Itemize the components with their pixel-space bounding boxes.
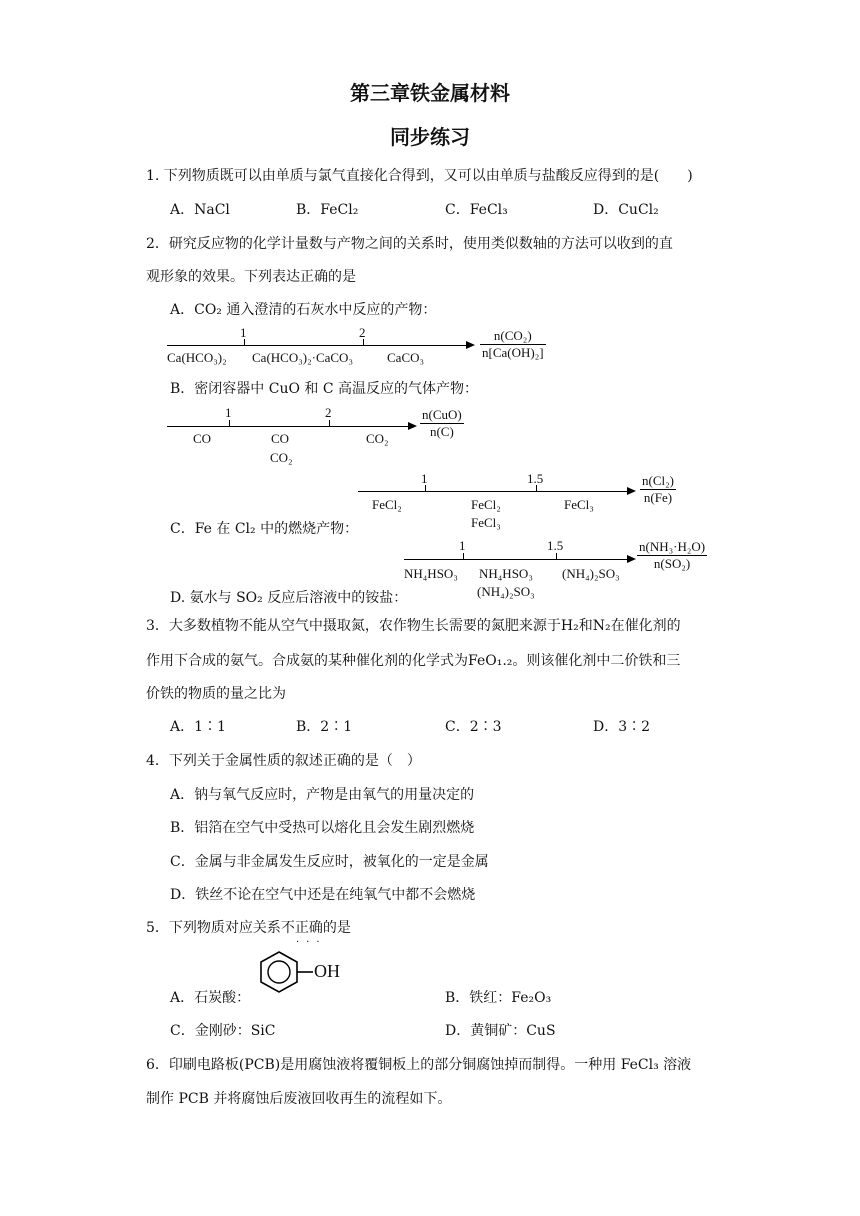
- q4-stem: 4．下列关于金属性质的叙述正确的是（ ）: [146, 753, 421, 769]
- q1-option-d: D．CuCl₂: [593, 202, 659, 218]
- q2-option-b-text: B．密闭容器中 CuO 和 C 高温反应的气体产物：: [170, 381, 479, 397]
- axis-d-ratio: [637, 539, 707, 572]
- axis-a-label-3: CaCO₃: [387, 350, 425, 365]
- q2-option-d-text: D. 氨水与 SO₂ 反应后溶液中的铵盐：: [170, 590, 408, 606]
- q1-option-a: A．NaCl: [170, 202, 230, 218]
- emphasis-dots: ···: [296, 937, 327, 948]
- q5-stem: 5．下列物质对应关系不正确的是: [146, 920, 351, 936]
- q4-option-c: C．金属与非金属发生反应时，被氧化的一定是金属: [170, 854, 489, 870]
- axis-a-label-2: Ca(HCO₃)₂·CaCO₃: [252, 350, 353, 365]
- q5-option-a: A．石炭酸：: [170, 990, 251, 1006]
- q6-stem-line1: 6．印刷电路板(PCB)是用腐蚀液将覆铜板上的部分铜腐蚀掉而制得。一种用 FeCl₃ 溶液: [146, 1057, 692, 1073]
- axis-d-label-2: NH₄HSO₃: [479, 566, 533, 581]
- axis-b-ratio-num: n(CuO): [422, 407, 462, 422]
- q4-option-d: D．铁丝不论在空气中还是在纯氧气中都不会燃烧: [170, 887, 476, 903]
- axis-a-ratio: [480, 328, 546, 361]
- axis-d-tick-2: 1.5: [547, 538, 564, 553]
- axis-c-ratio-den: n(Fe): [643, 490, 673, 505]
- axis-d-label-4: (NH₄)₂SO₃: [562, 566, 620, 581]
- q2-stem-line2: 观形象的效果。下列表达正确的是: [146, 269, 356, 285]
- axis-b-ratio-den: n(C): [429, 424, 454, 439]
- q3-option-d: D．3∶2: [593, 719, 651, 735]
- axis-d-ratio-num: n(NH₃·H₂O): [639, 539, 706, 554]
- axis-d-tick-1: 1: [459, 538, 466, 553]
- axis-c-label-3: FeCl₃: [471, 515, 501, 530]
- axis-a-ratio-den: n[Ca(OH)₂]: [482, 345, 544, 360]
- axis-a-ratio-num: n(CO₂): [480, 328, 546, 345]
- q3-stem-line3: 价铁的物质的量之比为: [146, 686, 286, 702]
- q1-option-c: C．FeCl₃: [445, 202, 508, 218]
- axis-c-tick-1: 1: [421, 471, 428, 486]
- axis-c-ratio: [640, 473, 676, 506]
- q4-option-a: A．钠与氧气反应时，产物是由氧气的用量决定的: [170, 787, 475, 803]
- q4-option-b: B．铝箔在空气中受热可以熔化且会发生剧烈燃烧: [170, 820, 475, 836]
- q1-stem: 1. 下列物质既可以由单质与氯气直接化合得到，又可以由单质与盐酸反应得到的是( ): [146, 168, 693, 184]
- axis-a-tick-2: 2: [359, 325, 366, 340]
- q3-option-a: A．1∶1: [170, 719, 226, 735]
- q1-option-b: B．FeCl₂: [296, 202, 359, 218]
- axis-d-label-1: NH₄HSO₃: [404, 566, 458, 581]
- axis-b-label-4: CO₂: [366, 431, 389, 446]
- axis-c-label-2: FeCl₂: [471, 497, 501, 512]
- axis-b-label-3: CO₂: [270, 450, 293, 465]
- axis-a-label-1: Ca(HCO₃)₂: [167, 350, 227, 365]
- q2-option-a-text: A．CO₂ 通入澄清的石灰水中反应的产物：: [170, 302, 437, 318]
- q2-stem-line1: 2．研究反应物的化学计量数与产物之间的关系时，使用类似数轴的方法可以收到的直: [146, 236, 673, 252]
- q5-option-b: B．铁红：Fe₂O₃: [445, 990, 552, 1006]
- q3-option-c: C．2∶3: [445, 719, 502, 735]
- q5-option-d: D．黄铜矿：CuS: [445, 1023, 556, 1039]
- axis-d-label-3: (NH₄)₂SO₃: [477, 584, 535, 599]
- page-title: 第三章铁金属材料: [350, 81, 510, 105]
- axis-c-label-1: FeCl₂: [372, 497, 402, 512]
- q6-stem-line2: 制作 PCB 并将腐蚀后废液回收再生的流程如下。: [146, 1091, 452, 1107]
- axis-d-ratio-den: n(SO₂): [653, 556, 691, 571]
- q2-option-c-text: C．Fe 在 Cl₂ 中的燃烧产物：: [170, 521, 359, 537]
- axis-b-ratio: [420, 407, 464, 440]
- axis-b-label-1: CO: [193, 431, 212, 446]
- axis-c-tick-2: 1.5: [527, 471, 544, 486]
- axis-c-ratio-num: n(Cl₂): [642, 473, 674, 488]
- q5-option-c: C．金刚砂：SiC: [170, 1023, 276, 1039]
- q3-stem-line1: 3．大多数植物不能从空气中摄取氮，农作物生长需要的氮肥来源于H₂和N₂在催化剂的: [146, 618, 681, 634]
- axis-a-tick-1: 1: [240, 325, 247, 340]
- page-subtitle: 同步练习: [390, 125, 470, 149]
- q3-stem-line2: 作用下合成的氨气。合成氨的某种催化剂的化学式为FeO₁.₂。则该催化剂中二价铁和三: [146, 653, 681, 669]
- axis-b-tick-2: 2: [325, 405, 332, 420]
- axis-b-label-2: CO: [271, 431, 290, 446]
- phenol-oh-label: OH: [314, 961, 340, 981]
- axis-c-label-4: FeCl₃: [564, 497, 594, 512]
- q3-option-b: B．2∶1: [296, 719, 353, 735]
- axis-b-tick-1: 1: [225, 405, 232, 420]
